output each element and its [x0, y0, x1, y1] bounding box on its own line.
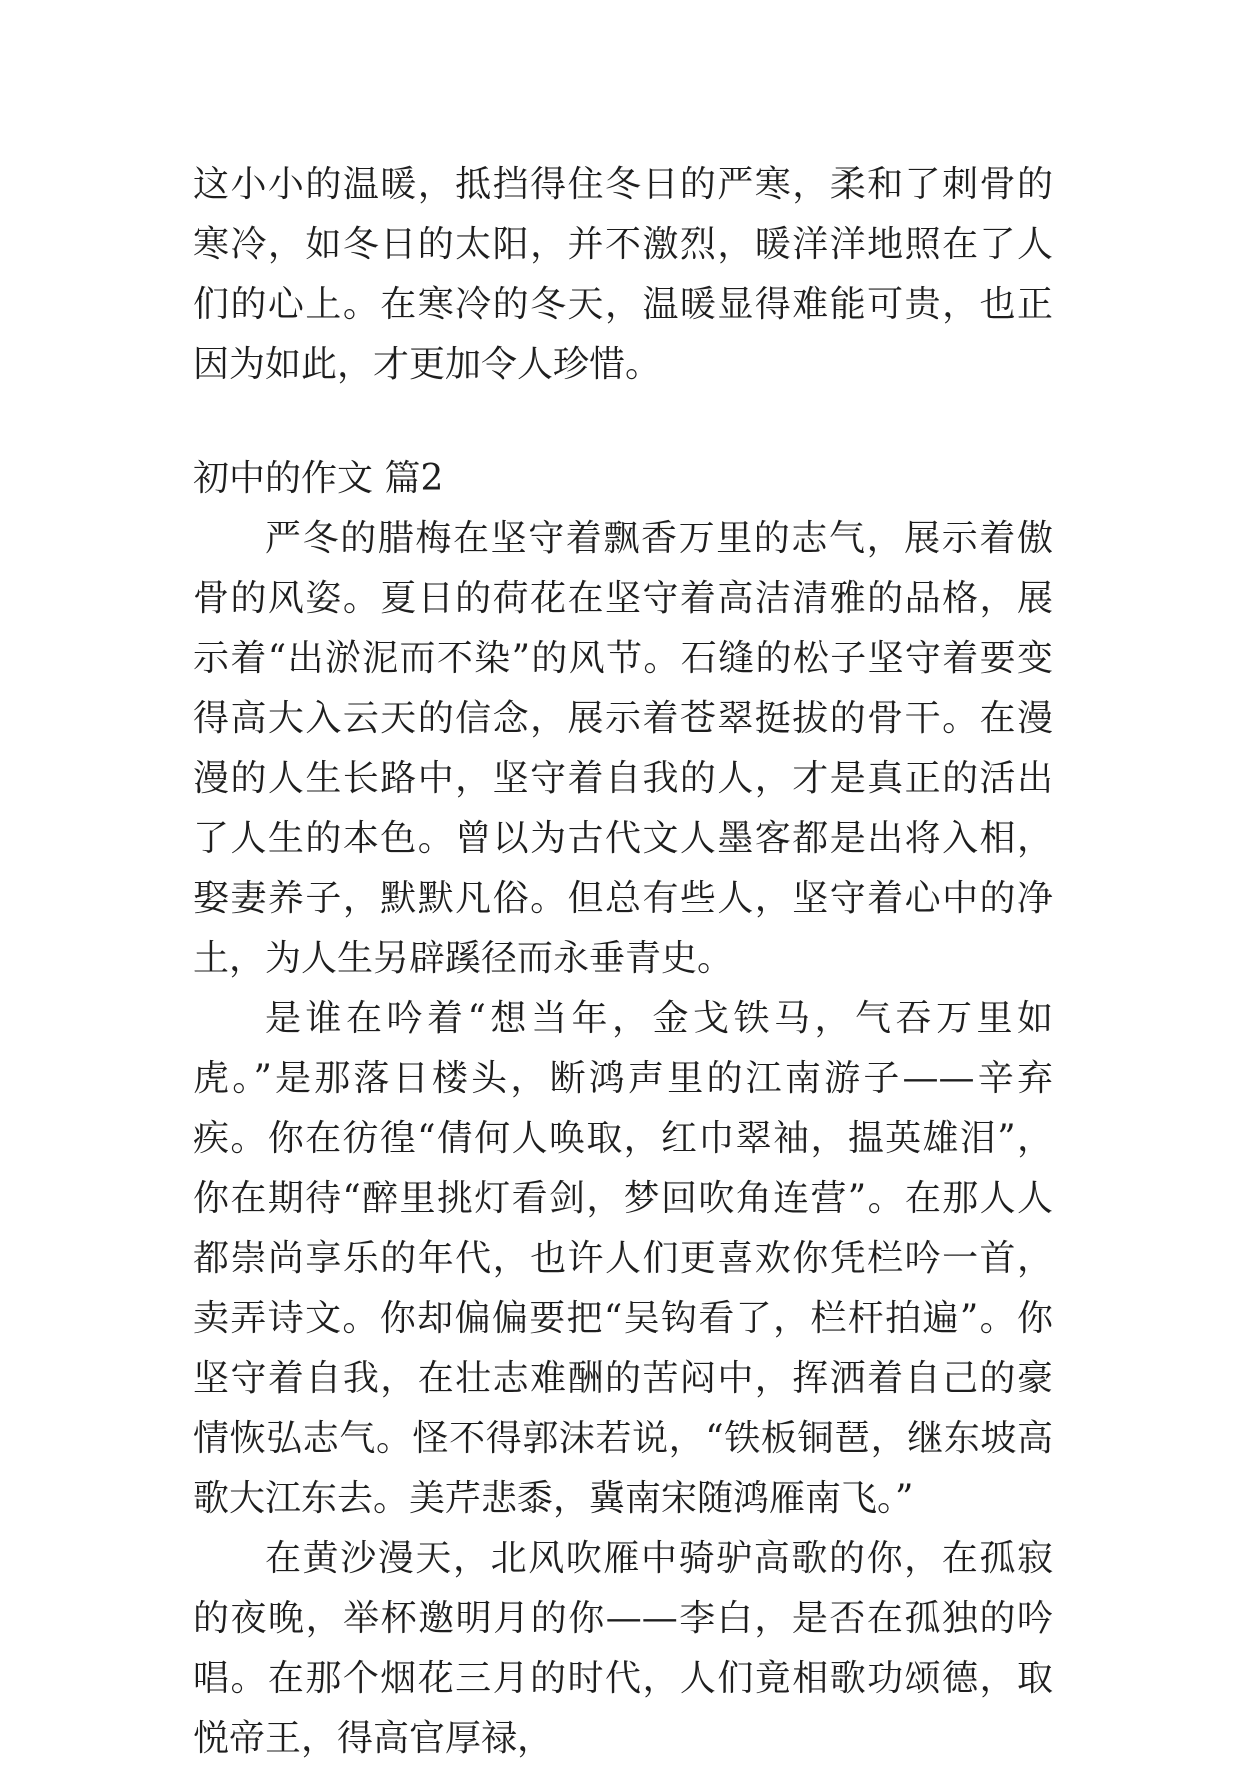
paragraph-1: 严冬的腊梅在坚守着飘香万里的志气，展示着傲骨的风姿。夏日的荷花在坚守着高洁清雅的品格，展示着“出淤泥而不染”的风节。石缝的松子坚守着要变得高大入云天的信念，展示着苍翠挺拔的骨干。在漫漫的人生长路中，坚守着自我的人，才是真正的活出了人生的本色。曾以为古代文人墨客都是出将入相，娶妻养子，默默凡俗。但总有些人，坚守着心中的净土，为人生另辟蹊径而永垂青史。	[193, 518, 1053, 979]
section-heading: 初中的作文 篇2	[193, 458, 444, 499]
paragraph-3: 在黄沙漫天，北风吹雁中骑驴高歌的你，在孤寂的夜晚，举杯邀明月的你——李白，是否在孤独的吟唱。在那个烟花三月的时代，人们竟相歌功颂德，取悦帝王，得高官厚禄，	[193, 1538, 1053, 1759]
paragraph-2: 是谁在吟着“想当年，金戈铁马，气吞万里如虎。”是那落日楼头，断鸿声里的江南游子——辛弃疾。你在彷徨“倩何人唤取，红巾翠袖，揾英雄泪”，你在期待“醉里挑灯看剑，梦回吹角连营”。在那人人都崇尚享乐的年代，也许人们更喜欢你凭栏吟一首，卖弄诗文。你却偏偏要把“吴钩看了，栏杆拍遍”。你坚守着自我，在壮志难酬的苦闷中，挥洒着自己的豪情恢弘志气。怪不得郭沫若说，“铁板铜琶，继东坡高歌大江东去。美芹悲黍，冀南宋随鸿雁南飞。”	[193, 998, 1053, 1519]
document-page	[193, 155, 1053, 1769]
paragraph-intro: 这小小的温暖，抵挡得住冬日的严寒，柔和了刺骨的寒冷，如冬日的太阳，并不激烈，暖洋洋地照在了人们的心上。在寒冷的冬天，温暖显得难能可贵，也正因为如此，才更加令人珍惜。	[193, 164, 1053, 385]
